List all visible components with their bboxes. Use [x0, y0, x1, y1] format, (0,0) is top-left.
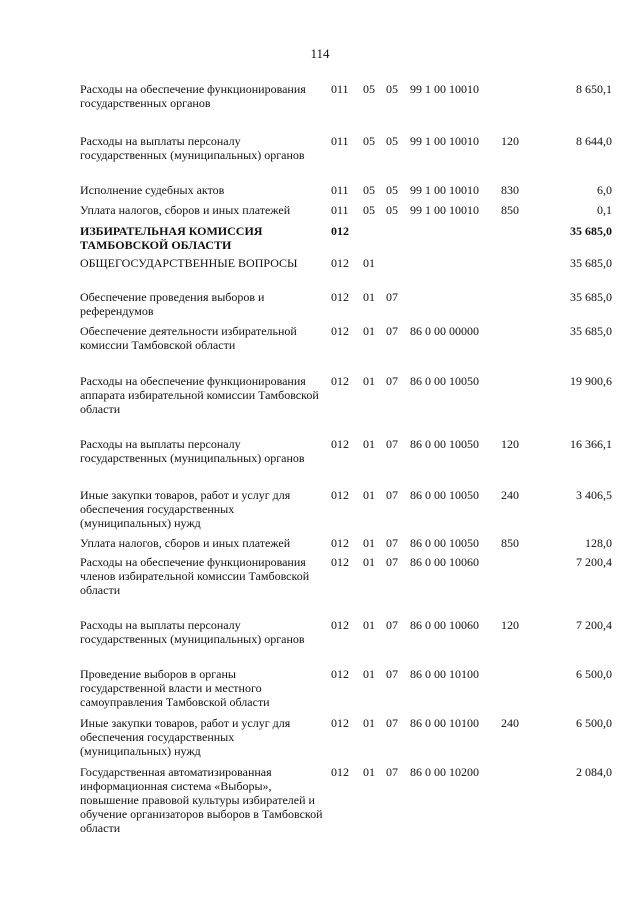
row-name: Исполнение судебных актов [80, 183, 225, 197]
row-name: Уплата налогов, сборов и иных платежей [80, 203, 291, 217]
subsection-code: 07 [386, 716, 398, 730]
expense-type-code: 830 [501, 183, 519, 197]
table-row [80, 290, 612, 318]
target-article-code: 86 0 00 10050 [410, 437, 479, 451]
amount: 0,1 [597, 203, 612, 217]
page-number: 114 [310, 46, 330, 61]
row-name: Расходы на обеспечение функционирования членов избирательной комиссии Тамбовской области [80, 555, 310, 597]
table-row [80, 256, 612, 271]
amount: 128,0 [585, 536, 612, 550]
admin-code: 012 [331, 765, 349, 779]
target-article-code: 86 0 00 10060 [410, 555, 479, 569]
expense-type-code: 850 [501, 536, 519, 550]
section-code: 01 [363, 324, 375, 338]
target-article-code: 86 0 00 10200 [410, 765, 479, 779]
section-code: 01 [363, 374, 375, 388]
admin-code: 012 [331, 374, 349, 388]
row-name: Иные закупки товаров, работ и услуг для обеспечения государственных (муниципальных) нужд [80, 488, 291, 530]
expense-type-code: 240 [501, 716, 519, 730]
amount: 35 685,0 [570, 324, 612, 338]
expense-type-code: 120 [501, 134, 519, 148]
admin-code: 012 [331, 667, 349, 681]
subsection-code: 07 [386, 618, 398, 632]
section-code: 01 [363, 667, 375, 681]
admin-code: 012 [331, 437, 349, 451]
row-name: Расходы на выплаты персоналу государственных (муниципальных) органов [80, 437, 305, 465]
expense-type-code: 120 [501, 618, 519, 632]
section-code: 05 [363, 82, 375, 96]
section-code: 01 [363, 716, 375, 730]
admin-code: 012 [331, 224, 349, 238]
amount: 35 685,0 [570, 224, 612, 238]
subsection-code: 07 [386, 437, 398, 451]
admin-code: 011 [331, 203, 349, 217]
row-name: Иные закупки товаров, работ и услуг для обеспечения государственных (муниципальных) нужд [80, 716, 291, 758]
target-article-code: 86 0 00 10050 [410, 488, 479, 502]
amount: 8 644,0 [576, 134, 612, 148]
section-code: 05 [363, 183, 375, 197]
row-name: Расходы на выплаты персоналу государственных (муниципальных) органов [80, 618, 305, 646]
subsection-code: 07 [386, 488, 398, 502]
target-article-code: 99 1 00 10010 [410, 183, 479, 197]
target-article-code: 99 1 00 10010 [410, 134, 479, 148]
row-name: Уплата налогов, сборов и иных платежей [80, 536, 291, 550]
subsection-code: 07 [386, 536, 398, 550]
subsection-code: 05 [386, 203, 398, 217]
admin-code: 011 [331, 134, 349, 148]
section-code: 01 [363, 765, 375, 779]
subsection-code: 07 [386, 324, 398, 338]
admin-code: 011 [331, 183, 349, 197]
table-row [80, 183, 612, 197]
section-code: 01 [363, 437, 375, 451]
target-article-code: 86 0 00 10100 [410, 716, 479, 730]
admin-code: 012 [331, 716, 349, 730]
expense-type-code: 850 [501, 203, 519, 217]
table-row [80, 374, 612, 416]
amount: 6,0 [597, 183, 612, 197]
table-row [80, 488, 612, 530]
table-row [80, 536, 612, 550]
section-code: 05 [363, 134, 375, 148]
amount: 7 200,4 [576, 618, 612, 632]
section-code: 01 [363, 488, 375, 502]
admin-code: 011 [331, 82, 349, 96]
table-row [80, 134, 612, 162]
amount: 6 500,0 [576, 716, 612, 730]
table-row [80, 716, 612, 758]
target-article-code: 86 0 00 10100 [410, 667, 479, 681]
subsection-code: 07 [386, 555, 398, 569]
amount: 19 900,6 [570, 374, 612, 388]
section-code: 01 [363, 536, 375, 550]
table-row [80, 667, 612, 709]
amount: 16 366,1 [570, 437, 612, 451]
row-name: Расходы на обеспечение функционирования аппарата избирательной комиссии Тамбовской области [80, 374, 319, 416]
amount: 35 685,0 [570, 256, 612, 270]
row-name: ОБЩЕГОСУДАРСТВЕННЫЕ ВОПРОСЫ [80, 256, 298, 270]
amount: 3 406,5 [576, 488, 612, 502]
section-code: 05 [363, 203, 375, 217]
admin-code: 012 [331, 324, 349, 338]
admin-code: 012 [331, 618, 349, 632]
amount: 7 200,4 [576, 555, 612, 569]
subsection-code: 05 [386, 183, 398, 197]
row-name: Обеспечение деятельности избирательной комиссии Тамбовской области [80, 324, 297, 352]
admin-code: 012 [331, 488, 349, 502]
subsection-code: 07 [386, 667, 398, 681]
expense-type-code: 120 [501, 437, 519, 451]
subsection-code: 05 [386, 134, 398, 148]
amount: 2 084,0 [576, 765, 612, 779]
section-code: 01 [363, 618, 375, 632]
row-name: Расходы на выплаты персоналу государственных (муниципальных) органов [80, 134, 305, 162]
target-article-code: 86 0 00 10060 [410, 618, 479, 632]
table-row [80, 437, 612, 465]
target-article-code: 99 1 00 10010 [410, 203, 479, 217]
target-article-code: 99 1 00 10010 [410, 82, 479, 96]
row-name: Проведение выборов в органы государственной власти и местного самоуправления Тамбовской области [80, 667, 270, 709]
section-code: 01 [363, 555, 375, 569]
subsection-code: 07 [386, 765, 398, 779]
subsection-code: 07 [386, 290, 398, 304]
target-article-code: 86 0 00 10050 [410, 536, 479, 550]
target-article-code: 86 0 00 10050 [410, 374, 479, 388]
target-article-code: 86 0 00 00000 [410, 324, 479, 338]
table-row [80, 618, 612, 646]
expense-type-code: 240 [501, 488, 519, 502]
table-row [80, 324, 612, 352]
table-row [80, 82, 612, 110]
admin-code: 012 [331, 555, 349, 569]
amount: 8 650,1 [576, 82, 612, 96]
admin-code: 012 [331, 256, 349, 270]
table-row [80, 765, 612, 835]
amount: 35 685,0 [570, 290, 612, 304]
subsection-code: 07 [386, 374, 398, 388]
admin-code: 012 [331, 290, 349, 304]
section-code: 01 [363, 256, 375, 270]
table-row [80, 203, 612, 217]
row-name: Государственная автоматизированная информационная система «Выборы», повышение правовой культуры избирателей и обучение организаторов выборов в Тамбовской области [80, 765, 323, 835]
table-row [80, 555, 612, 597]
amount: 6 500,0 [576, 667, 612, 681]
subsection-code: 05 [386, 82, 398, 96]
section-code: 01 [363, 290, 375, 304]
table-row [80, 224, 612, 252]
row-name: ИЗБИРАТЕЛЬНАЯ КОМИССИЯ ТАМБОВСКОЙ ОБЛАСТИ [80, 224, 263, 252]
row-name: Расходы на обеспечение функционирования государственных органов [80, 82, 306, 110]
admin-code: 012 [331, 536, 349, 550]
row-name: Обеспечение проведения выборов и референдумов [80, 290, 265, 318]
